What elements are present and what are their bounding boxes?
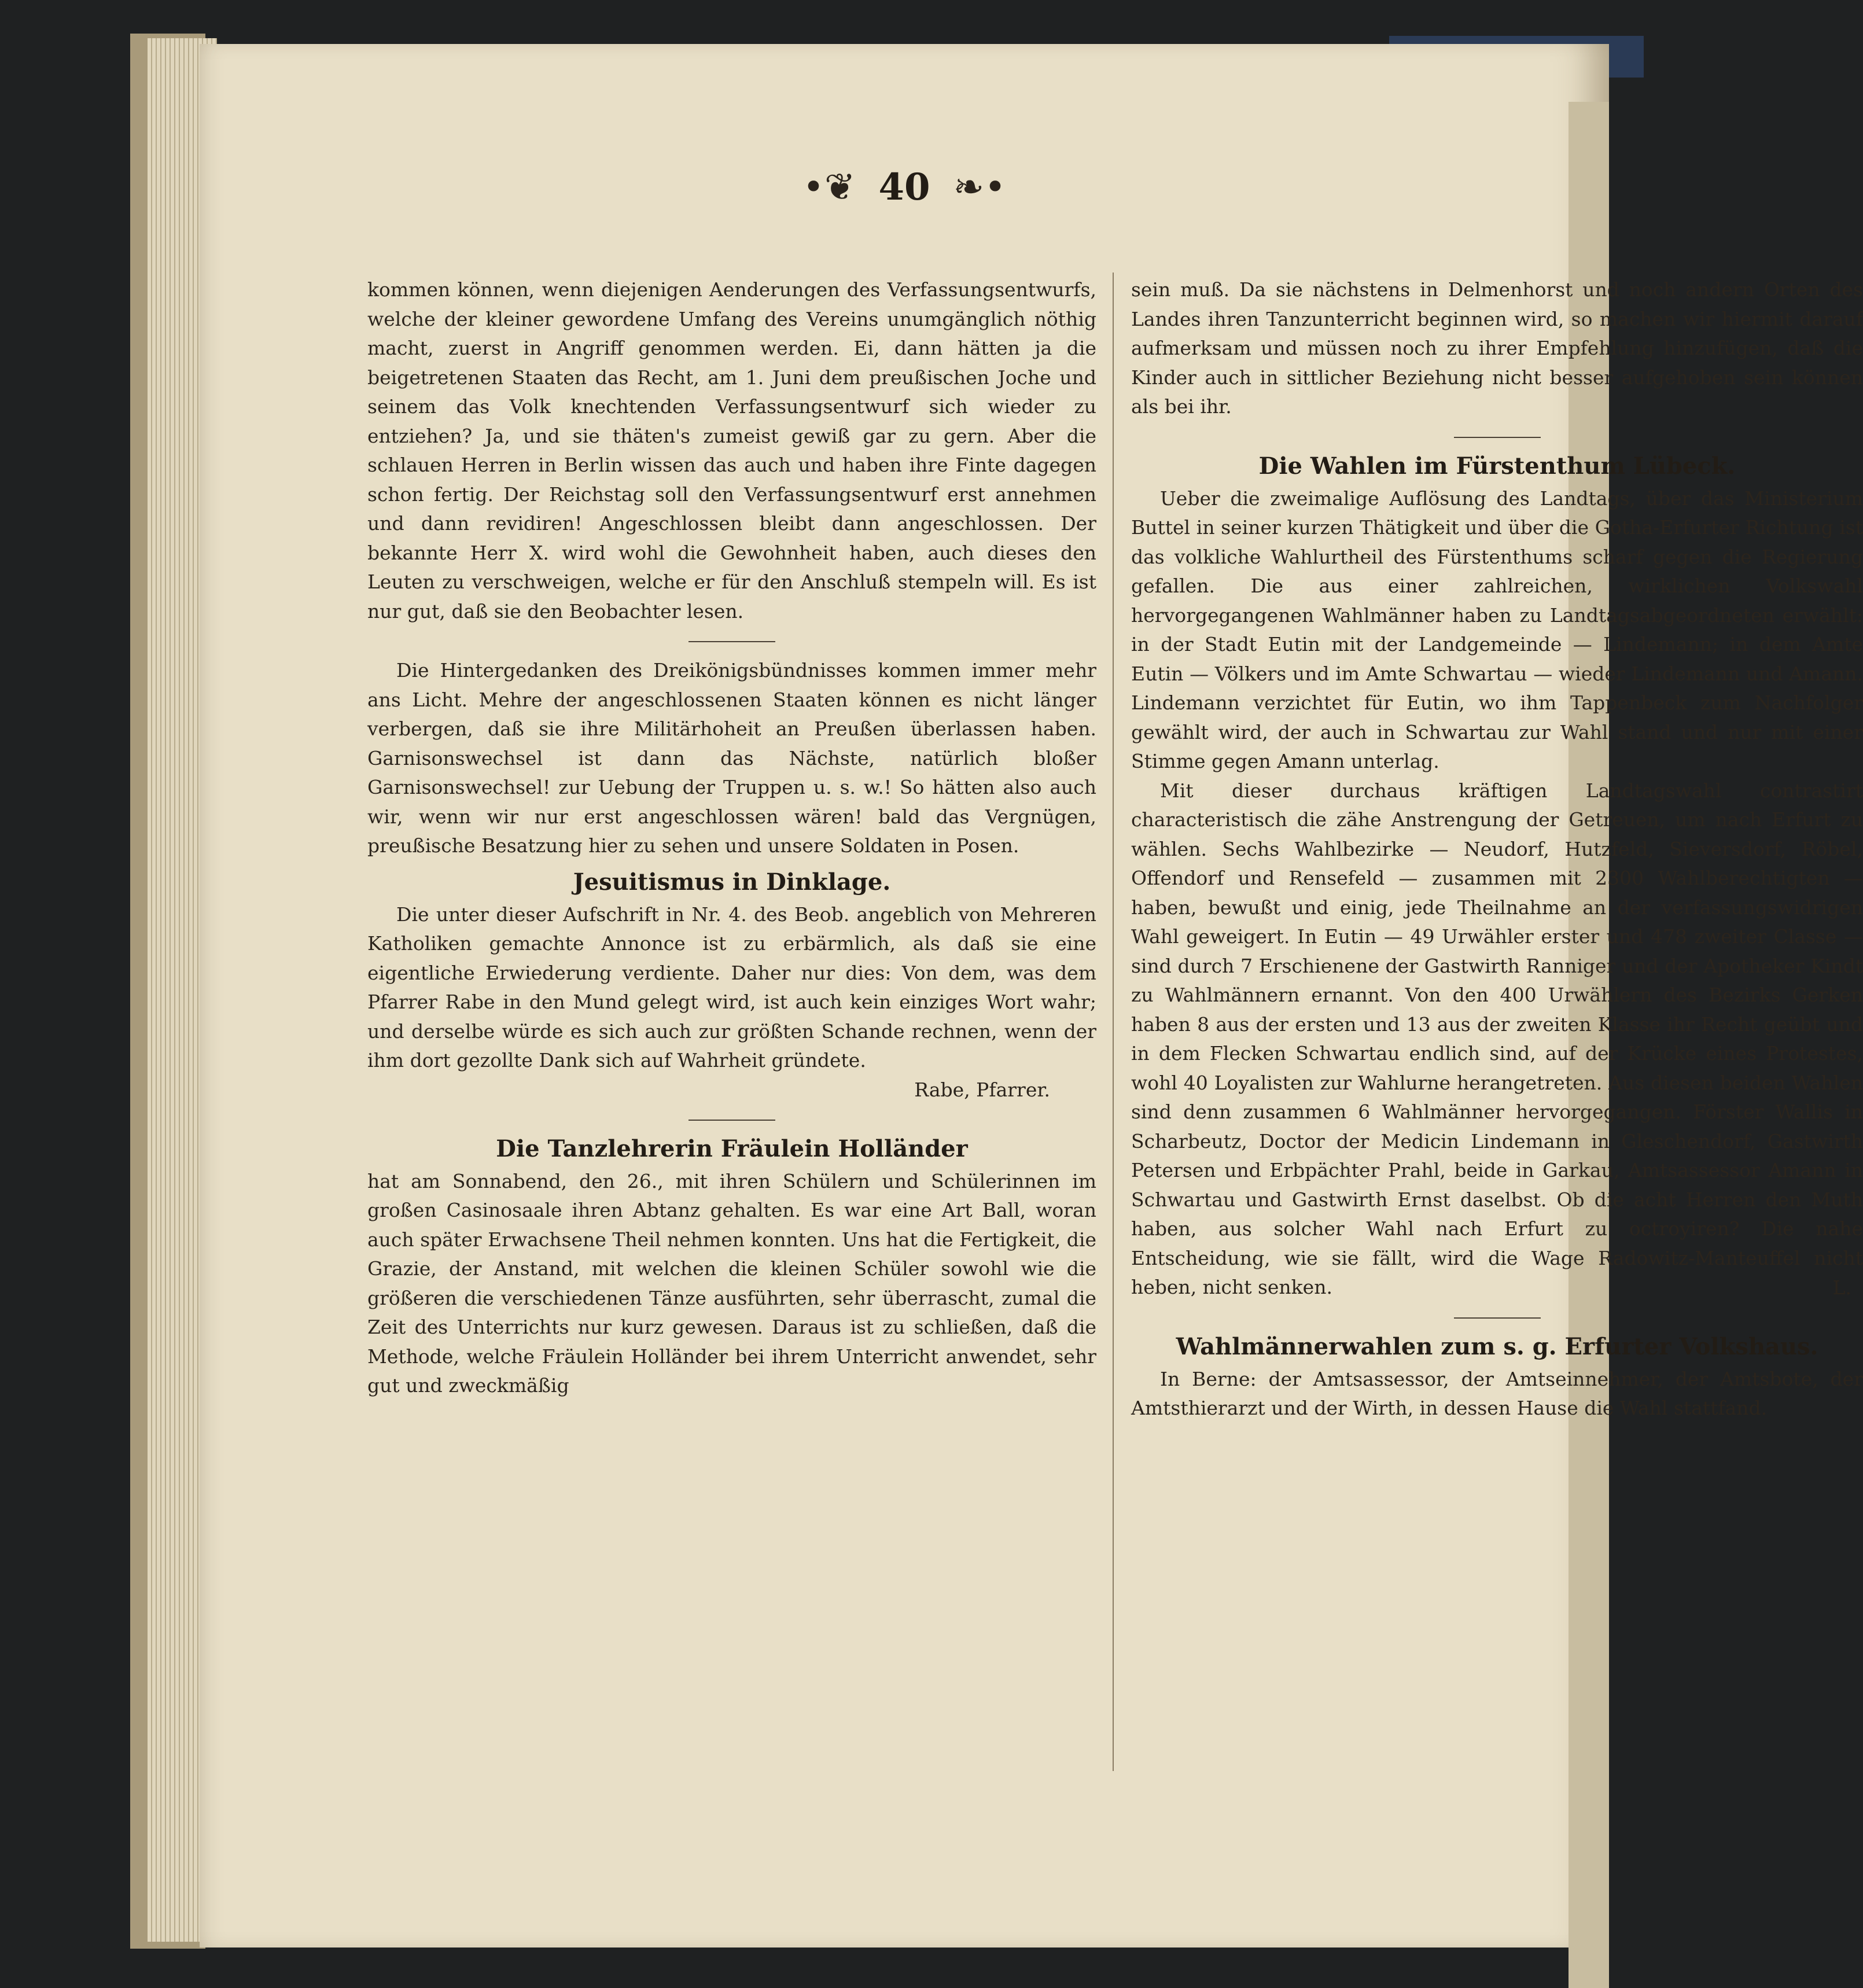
page-number: 40 bbox=[878, 165, 930, 209]
article-wahlmaenner: In Berne: der Amtsassessor, der Amtseinnehmer, der Amtsbote, der Amtsthierarzt und der Wirth, in dessen Hause die Wahl stattfand. bbox=[1131, 1367, 1863, 1419]
signature-rabe: Rabe, Pfarrer. bbox=[914, 1078, 1050, 1101]
headline-tanzlehrerin: Die Tanzlehrerin Fräulein Holländer bbox=[496, 1135, 968, 1162]
section-rule bbox=[1454, 1317, 1541, 1319]
article-luebeck-p2: Mit dieser durchaus kräftigen Landtagswahl contrastirt characteristisch die zähe Anstrengung der Getreuen, um nach Erfurt zu wählen. Sechs Wahlbezirke — Neudorf, Hutzfeld, Sieversdorf, Röbel, Offendorf und Rensefeld — zusammen mit 2300 Wahlberechtigten — haben, bewußt und einig, jede Theilnahme an der verfassungswidrigen Wahl geweigert. In Eutin — 49 Urwähler erster und 478 zweiter Classe — sind durch 7 Erschienene der Gastwirth Ranniger und der Apotheker Kindt zu Wahlmännern ernannt. Von den 400 Urwählern des Bezirks Gerken haben 8 aus der ersten und 13 aus der zweiten Klasse ihr Recht geübt und in dem Flecken Schwartau endlich sind, auf der Krücke eines Protestes, wohl 40 Loyalisten zur Wahlurne herangetreten. Aus diesen beiden Wahlen sind denn zusammen 6 Wahlmänner hervorgegangen. Förster Wallis in Scharbeutz, Doctor der Medicin Lindemann in Gleschendorf, Gastwirth Petersen und Erbpächter Prahl, beide in Garkau, Amtsassessor Amann in Schwartau und Gastwirth Ernst daselbst. Ob die acht Herren den Muth haben, aus solcher Wahl nach Erfurt zu octroyiren? Die nahe Entscheidung, wie sie fällt, wird die Wage Radowitz-Manteuffel nicht heben, nicht senken. bbox=[1131, 779, 1863, 1298]
section-rule bbox=[1454, 437, 1541, 438]
article-tanzlehrerin-continued: sein muß. Da sie nächstens in Delmenhorst und noch andern Orten des Landes ihren Tanzunterricht beginnen wird, so machen wir hiermit darauf aufmerksam und müssen noch zu ihrer Empfehlung hinzufügen, daß die Kinder auch in sittlicher Beziehung nicht besser aufgehoben sein können als bei ihr. bbox=[1131, 278, 1863, 418]
ornament-left-icon: •❦ bbox=[802, 165, 856, 209]
section-rule bbox=[689, 1120, 775, 1121]
left-column bbox=[367, 275, 1096, 1401]
headline-wahlmaenner: Wahlmännerwahlen zum s. g. Erfurter Volkshaus. bbox=[1176, 1332, 1818, 1360]
headline-luebeck: Die Wahlen im Fürstenthum Lübeck. bbox=[1258, 452, 1736, 480]
right-column bbox=[1131, 275, 1863, 1423]
newspaper-page bbox=[200, 44, 1863, 1947]
page-header bbox=[200, 165, 1609, 209]
ornament-right-icon: ❧• bbox=[953, 165, 1006, 209]
article-dreikoenig: Die Hintergedanken des Dreikönigsbündnisses kommen immer mehr ans Licht. Mehre der angeschlossenen Staaten können es nicht länger verbergen, daß sie ihre Militärhoheit an Preußen überlassen haben. Garnisonswechsel ist dann das Nächste, natürlich bloßer Garnisonswechsel! zur Uebung der Truppen u. s. w.! So hätten also auch wir, wenn wir nur erst angeschlossen wären! bald das Vergnügen, preußische Besatzung hier zu sehen und unsere Soldaten in Posen. bbox=[367, 659, 1096, 857]
article-continuation: kommen können, wenn diejenigen Aenderungen des Verfassungsentwurfs, welche der kleiner gewordene Umfang des Vereins unumgänglich nöthig macht, zuerst in Angriff genommen werden. Ei, dann hätten ja die beigetretenen Staaten das Recht, am 1. Juni dem preußischen Joche und seinem das Volk knechtenden Verfassungsentwurf sich wieder zu entziehen? Ja, und sie thäten's zumeist gewiß gar zu gern. Aber die schlauen Herren in Berlin wissen das auch und haben ihre Finte dagegen schon fertig. Der Reichstag soll den Verfassungsentwurf erst annehmen und dann revidiren! Angeschlossen bleibt dann angeschlossen. Der bekannte Herr X. wird wohl die Gewohnheit haben, auch dieses den Leuten zu verschweigen, welche er für den Anschluß stempeln will. Es ist nur gut, daß sie den Beobachter lesen. bbox=[367, 278, 1096, 623]
signature-l: L. bbox=[1832, 1276, 1851, 1299]
section-rule bbox=[689, 641, 775, 642]
column-divider bbox=[1113, 273, 1114, 1771]
article-jesuitismus: Die unter dieser Aufschrift in Nr. 4. des Beob. angeblich von Mehreren Katholiken gemachte Annonce ist zu erbärmlich, als daß sie eine eigentliche Erwiederung verdiente. Daher nur dies: Von dem, was dem Pfarrer Rabe in den Mund gelegt wird, ist auch kein einziges Wort wahr; und derselbe würde es sich auch zur größten Schande rechnen, wenn der ihm dort gezollte Dank sich auf Wahrheit gründete. bbox=[367, 903, 1096, 1072]
headline-jesuitismus: Jesuitismus in Dinklage. bbox=[573, 868, 891, 896]
article-tanzlehrerin: hat am Sonnabend, den 26., mit ihren Schülern und Schülerinnen im großen Casinosaale ihren Abtanz gehalten. Es war eine Art Ball, woran auch später Erwachsene Theil nehmen konnten. Uns hat die Fertigkeit, die Grazie, der Anstand, mit welchen die kleinen Schüler sowohl wie die größeren die verschiedenen Tänze ausführten, sehr überrascht, zumal die Zeit des Unterrichts nur kurz gewesen. Daraus ist zu schließen, daß die Methode, welche Fräulein Holländer bei ihrem Unterricht anwendet, sehr gut und zweckmäßig bbox=[367, 1169, 1096, 1397]
article-luebeck-p1: Ueber die zweimalige Auflösung des Landtags, über das Ministerium Buttel in seiner kurzen Thätigkeit und über die Gotha-Erfurter Richtung ist das volkliche Wahlurtheil des Fürstenthums scharf gegen die Regierung gefallen. Die aus einer zahlreichen, wirklichen Volkswahl hervorgegangenen Wahlmänner haben zu Landtagsabgeordneten erwählt: in der Stadt Eutin mit der Landgemeinde — Lindemann; in dem Amte Eutin — Völkers und im Amte Schwartau — wieder Lindemann und Amann. Lindemann verzichtet für Eutin, wo ihm Tappenbeck zum Nachfolger gewählt wird, der auch in Schwartau zur Wahl stand und nur mit einer Stimme gegen Amann unterlag. bbox=[1131, 487, 1863, 772]
